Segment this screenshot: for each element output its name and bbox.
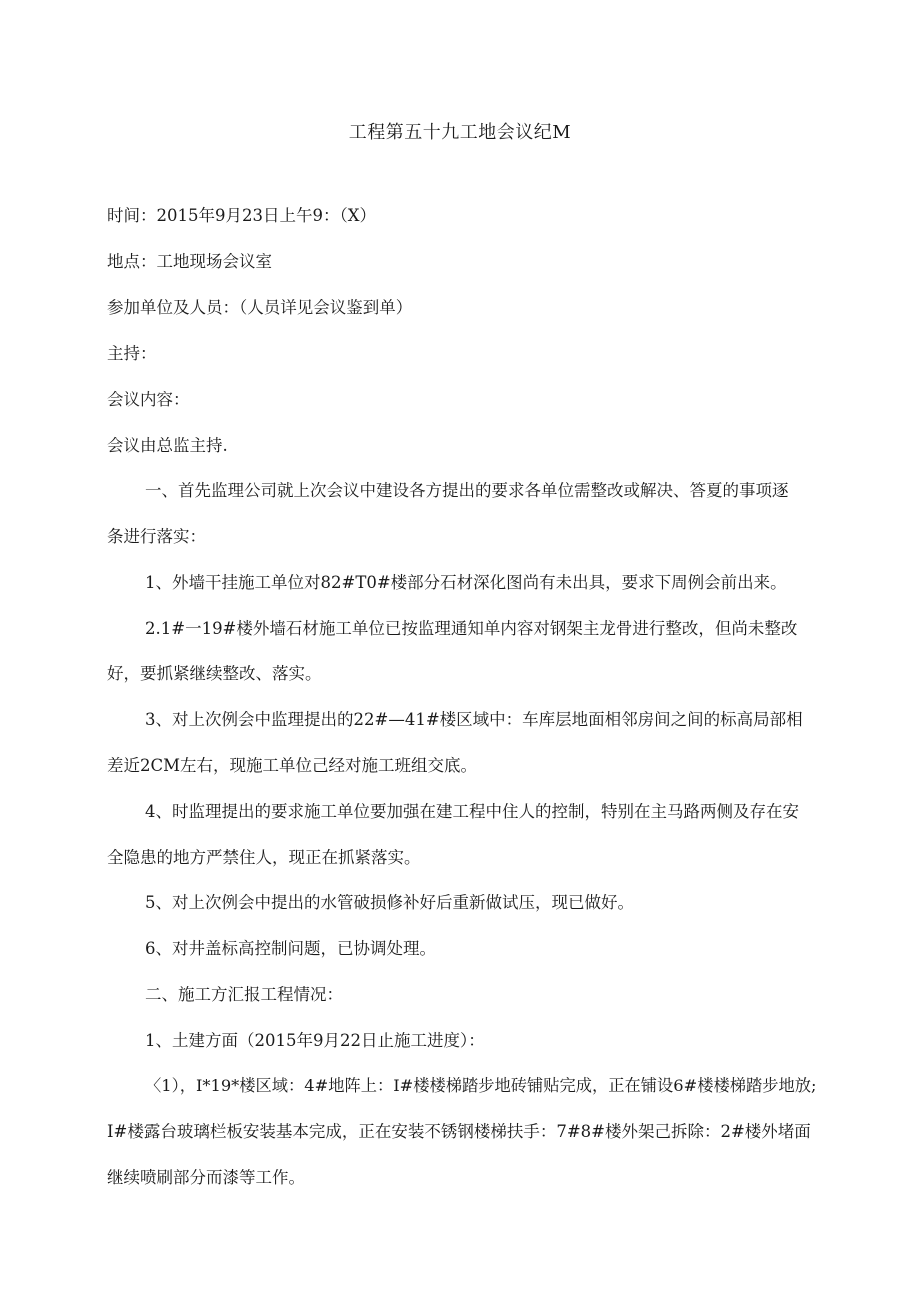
document-title: 工程第五十九工地会议纪M [348, 122, 572, 143]
paragraph-line: 5、对上次例会中提出的水管破损修补好后重新做试压，现已做好。 [145, 893, 634, 912]
paragraph-line: 会议由总监主持. [107, 436, 228, 455]
paragraph-line: 条进行落实： [107, 527, 206, 546]
paragraph-line: 1、土建方面（2015年9月22日止施工进度）： [145, 1031, 485, 1050]
meeting-attendees: 参加单位及人员：（人员详见会议鉴到单） [107, 298, 413, 317]
paragraph-line: 全隐患的地方严禁住人，现正在抓紧落实。 [107, 848, 421, 867]
paragraph-line: 6、对井盖标高控制问题，已协调处理。 [145, 939, 436, 958]
paragraph-line: 二、施工方汇报工程情况： [145, 985, 343, 1004]
paragraph-line: 4、时监理提出的要求施工单位要加强在建工程中住人的控制，特别在主马路两侧及存在安 [145, 802, 799, 821]
meeting-content-heading: 会议内容： [107, 390, 190, 409]
meeting-host: 主持： [107, 344, 157, 363]
paragraph-line: 3、对上次例会中监理提出的22#—41#楼区域中：车库层地面相邻房间之间的标高局部相 [145, 710, 803, 729]
paragraph-line: 2.1#一19#楼外墙石材施工单位已按监理通知单内容对钢架主龙骨进行整改，但尚未整改 [145, 619, 798, 638]
paragraph-line: 1、外墙干挂施工单位对82#T0#楼部分石材深化图尚有未出具，要求下周例会前出来。 [145, 573, 787, 592]
meeting-location: 地点：工地现场会议室 [107, 252, 272, 271]
paragraph-line: 差近2CM左右，现施工单位己经对施工班组交底。 [107, 756, 478, 775]
paragraph-line: 继续喷刷部分而漆等工作。 [107, 1168, 305, 1187]
paragraph-line: 〈1），I*19*楼区域：4#地阵上：I#楼楼梯踏步地砖铺贴完成，正在铺设6#楼楼梯踏步地放; [145, 1076, 817, 1095]
paragraph-line: 好，要抓紧继续整改、落实。 [107, 664, 322, 683]
meeting-time: 时间：2015年9月23日上午9：（X） [107, 206, 376, 225]
paragraph-line: I#楼露台玻璃栏板安装基本完成，正在安装不锈钢楼梯扶手：7#8#楼外架己拆除：2#楼外堵面 [107, 1122, 811, 1141]
paragraph-line: 一、首先监理公司就上次会议中建设各方提出的要求各单位需整改或解决、答夏的事项逐 [145, 481, 789, 500]
